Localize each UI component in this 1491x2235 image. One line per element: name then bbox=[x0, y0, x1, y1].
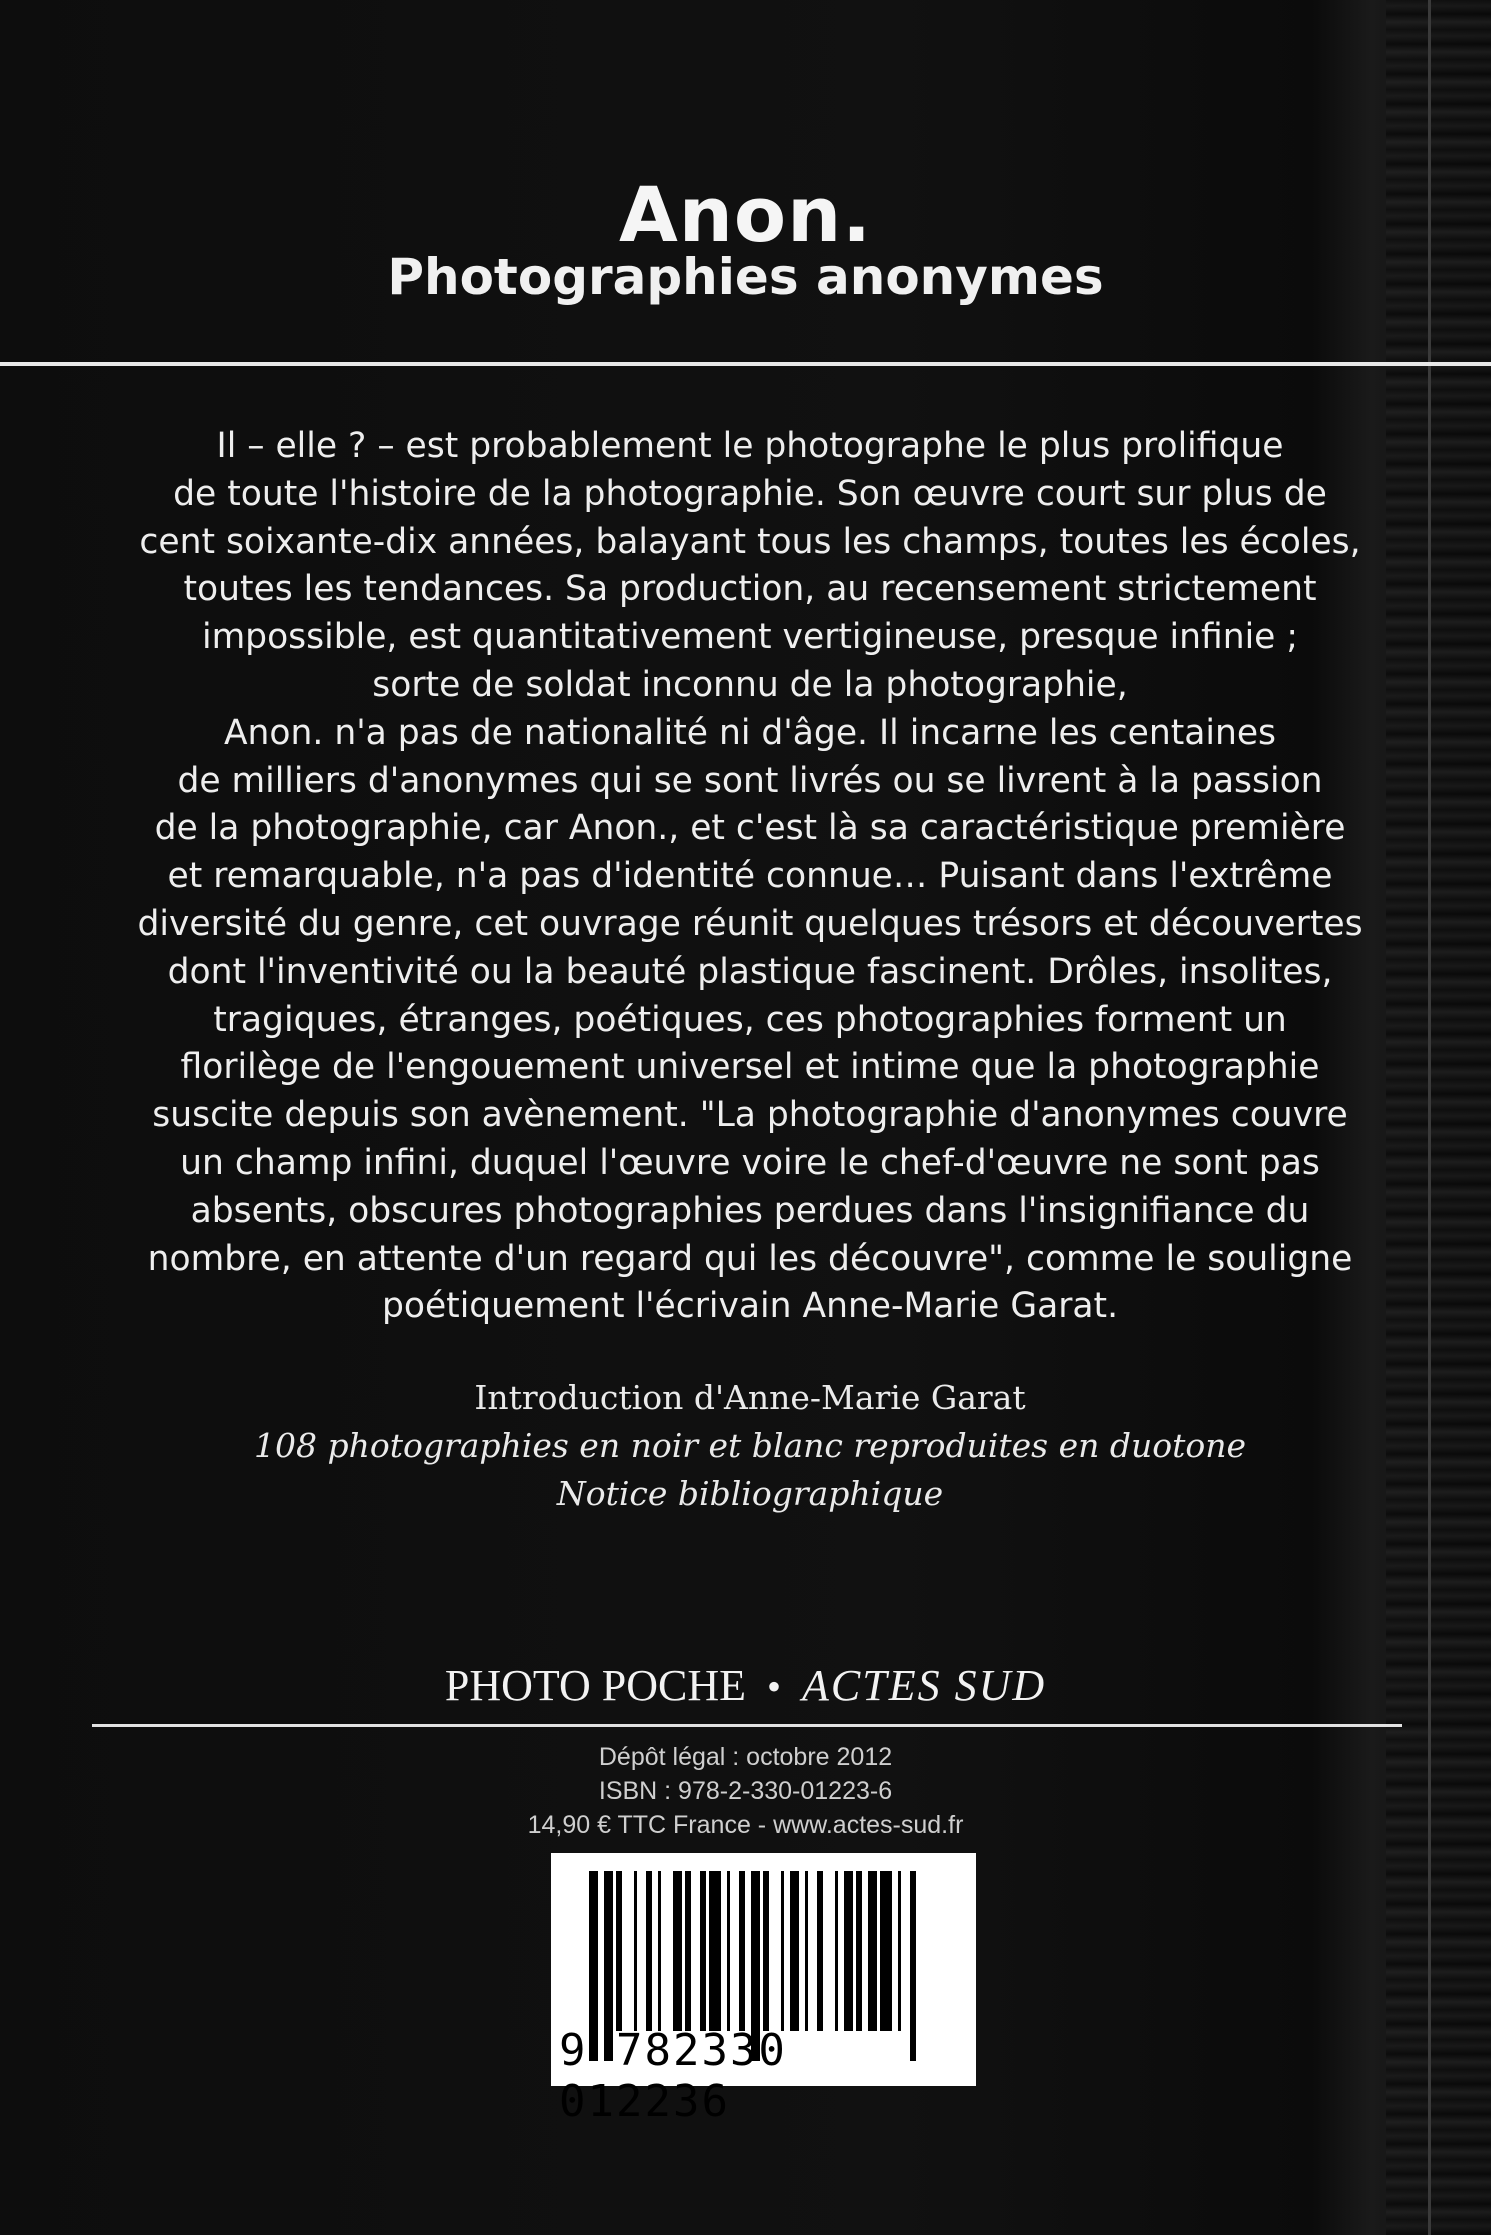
barcode-bar bbox=[634, 1871, 637, 2031]
barcode-bar bbox=[781, 1871, 784, 2031]
barcode-bar bbox=[844, 1871, 853, 2031]
credits bbox=[100, 1374, 1400, 1518]
barcode-bar bbox=[835, 1871, 838, 2031]
description-line: cent soixante-dix années, balayant tous les champs, toutes les écoles, bbox=[139, 521, 1361, 562]
barcode-bar bbox=[790, 1871, 799, 2031]
depot-legal: Dépôt légal : octobre 2012 bbox=[598, 1743, 893, 1771]
spine-line bbox=[1428, 0, 1431, 2235]
notice-credit: Notice bibliographique bbox=[556, 1474, 944, 1513]
description-line: un champ infini, duquel l'œuvre voire le chef-d'œuvre ne sont pas bbox=[180, 1142, 1320, 1183]
description-line: absents, obscures photographies perdues dans l'insignifiance du bbox=[190, 1190, 1310, 1231]
price: 14,90 € TTC France - www.actes-sud.fr bbox=[527, 1811, 964, 1839]
barcode-bar bbox=[805, 1871, 808, 2031]
book-title: Anon. bbox=[618, 170, 873, 259]
barcode-bar bbox=[898, 1871, 901, 2031]
barcode-bar bbox=[685, 1871, 691, 2031]
barcode-bar bbox=[646, 1871, 652, 2031]
description-line: florilège de l'engouement universel et intime que la photographie bbox=[180, 1047, 1320, 1088]
spine-edge bbox=[1386, 0, 1491, 2235]
isbn: ISBN : 978-2-330-01223-6 bbox=[598, 1777, 893, 1805]
book-subtitle: Photographies anonymes bbox=[387, 248, 1104, 306]
description-line: sorte de soldat inconnu de la photographie, bbox=[372, 664, 1128, 705]
description-text bbox=[100, 423, 1400, 1331]
barcode-bar bbox=[868, 1871, 877, 2031]
barcode-bar bbox=[709, 1871, 721, 2031]
barcode-bar bbox=[658, 1871, 661, 2031]
barcode-bar bbox=[763, 1871, 769, 2031]
description-line: tragiques, étranges, poétiques, ces photographies forment un bbox=[213, 999, 1287, 1040]
imprint bbox=[0, 1660, 1491, 1711]
top-divider bbox=[0, 362, 1491, 366]
photos-credit: 108 photographies en noir et blanc reproduites en duotone bbox=[253, 1426, 1247, 1465]
description-line: et remarquable, n'a pas d'identité connue… Puisant dans l'extrême bbox=[167, 856, 1333, 897]
description-line: suscite depuis son avènement. "La photographie d'anonymes couvre bbox=[152, 1095, 1348, 1136]
collection-name: PHOTO POCHE bbox=[444, 1661, 746, 1710]
bottom-divider bbox=[92, 1724, 1402, 1727]
publisher-name: ACTES SUD bbox=[802, 1661, 1047, 1710]
barcode-bar bbox=[817, 1871, 823, 2031]
description-line: nombre, en attente d'un regard qui les découvre", comme le souligne bbox=[147, 1238, 1353, 1279]
description-line: diversité du genre, cet ouvrage réunit quelques trésors et découvertes bbox=[137, 903, 1363, 944]
description-line: toutes les tendances. Sa production, au recensement strictement bbox=[183, 569, 1317, 610]
description-line: de milliers d'anonymes qui se sont livrés ou se livrent à la passion bbox=[177, 760, 1323, 801]
bullet-separator: • bbox=[766, 1664, 781, 1709]
barcode-digits: 9 782330 012236 bbox=[559, 2025, 787, 2127]
description-line: Anon. n'a pas de nationalité ni d'âge. Il incarne les centaines bbox=[223, 712, 1277, 753]
barcode-bar bbox=[880, 1871, 892, 2031]
legal-info bbox=[0, 1740, 1491, 1842]
description-line: impossible, est quantitativement vertigineuse, presque infinie ; bbox=[201, 617, 1298, 658]
barcode-bar bbox=[616, 1871, 622, 2031]
barcode-bar bbox=[856, 1871, 862, 2031]
barcode-bar bbox=[739, 1871, 745, 2031]
barcode-bar bbox=[700, 1871, 706, 2031]
description-line: de la photographie, car Anon., et c'est là sa caractéristique première bbox=[154, 808, 1346, 849]
description-line: Il – elle ? – est probablement le photographe le plus prolifique bbox=[216, 426, 1284, 466]
description-line: de toute l'histoire de la photographie. Son œuvre court sur plus de bbox=[173, 473, 1327, 514]
description-line: dont l'inventivité ou la beauté plastique fascinent. Drôles, insolites, bbox=[167, 951, 1333, 992]
barcode-bar bbox=[727, 1871, 730, 2031]
description-line: poétiquement l'écrivain Anne-Marie Garat. bbox=[381, 1286, 1119, 1327]
barcode-bar bbox=[673, 1871, 682, 2031]
barcode bbox=[551, 1853, 976, 2127]
introduction-credit: Introduction d'Anne-Marie Garat bbox=[474, 1378, 1026, 1417]
